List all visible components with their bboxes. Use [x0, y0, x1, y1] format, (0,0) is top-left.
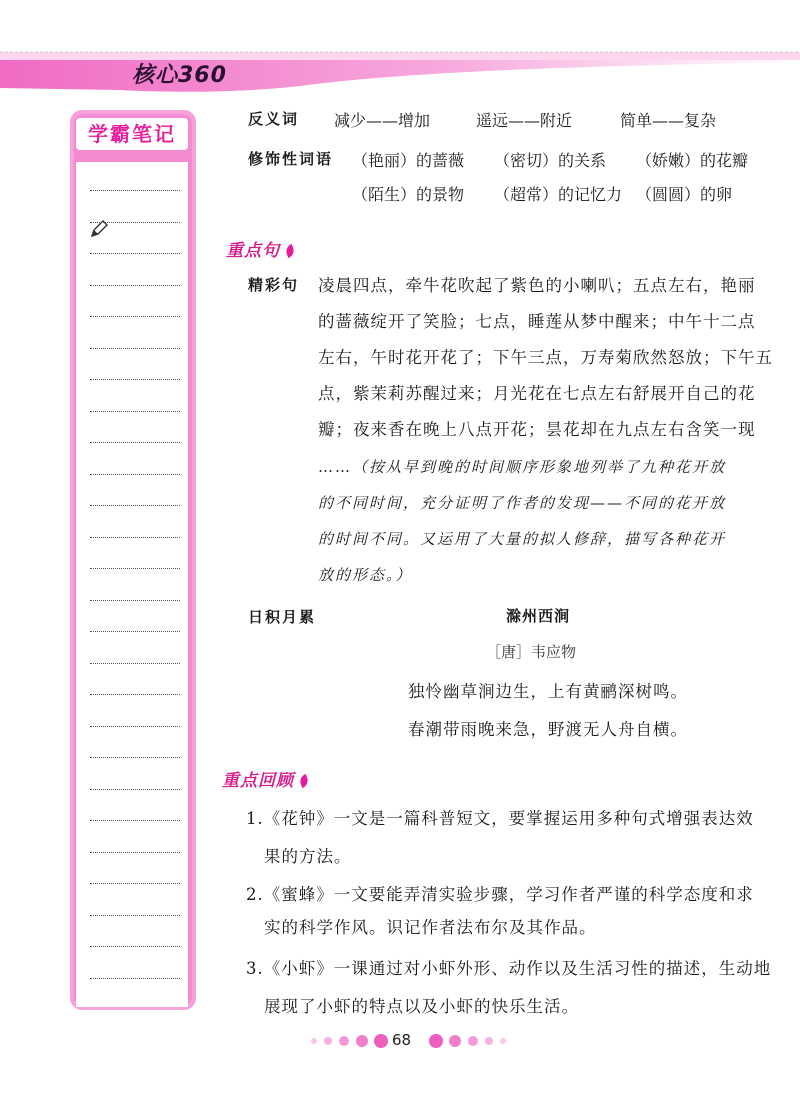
note-line — [90, 663, 180, 664]
antonym-pair: 简单——复杂 — [620, 111, 717, 130]
page-number: 68 — [392, 1031, 412, 1049]
note-line — [90, 946, 180, 947]
note-line — [90, 316, 180, 317]
note-line — [90, 442, 180, 443]
modifier-phrase: （超常）的记忆力 — [494, 185, 623, 204]
poem-title: 滁州西涧 — [506, 607, 571, 625]
review-text-cont: 果的方法。 — [264, 847, 352, 866]
key-sentences-heading-text: 重点句 — [226, 241, 280, 261]
note-line — [90, 978, 180, 979]
note-line — [90, 379, 180, 380]
review-heading-text: 重点回顾 — [222, 771, 294, 791]
key-sentences-label: 精彩句 — [248, 276, 300, 294]
review-text-cont: 实的科学作风。识记作者法布尔及其作品。 — [264, 918, 597, 937]
note-line — [90, 694, 180, 695]
antonym-pair: 减少——增加 — [334, 111, 431, 130]
note-line — [90, 883, 180, 884]
poem-line: 春潮带雨晚来急，野渡无人舟自横。 — [408, 720, 688, 739]
note-line — [90, 568, 180, 569]
note-line — [90, 348, 180, 349]
review-text-cont: 展现了小虾的特点以及小虾的快乐生活。 — [264, 997, 579, 1016]
key-sentences-label-row — [248, 274, 299, 295]
annotation-line: 的不同时间，充分证明了作者的发现——不同的花开放 — [318, 494, 727, 512]
review-heading — [222, 766, 308, 791]
poem-label-row — [248, 606, 316, 627]
note-line — [90, 757, 180, 758]
note-line — [90, 631, 180, 632]
quill-icon — [284, 244, 296, 258]
note-line — [90, 915, 180, 916]
modifier-phrase: （陌生）的景物 — [352, 185, 465, 204]
note-line — [90, 285, 180, 286]
modifier-phrase: （密切）的关系 — [494, 151, 607, 170]
sidebar-title: 学霸笔记 — [76, 118, 188, 150]
poem-author: ［唐］韦应物 — [486, 643, 577, 661]
sentence-line: 瓣；夜来香在晚上八点开花；昙花却在九点左右含笑一现 — [318, 420, 756, 439]
poem-label: 日积月累 — [248, 608, 317, 626]
notes-panel[interactable] — [76, 162, 188, 1007]
note-line — [90, 820, 180, 821]
sentence-line: 左右，午时花开花了；下午三点，万寿菊欣然怒放；下午五 — [318, 348, 773, 367]
antonyms-row — [248, 108, 299, 129]
note-line — [90, 537, 180, 538]
review-number: 2. — [246, 885, 264, 904]
note-line — [90, 726, 180, 727]
review-number: 1. — [246, 809, 264, 828]
review-item-3 — [246, 955, 771, 979]
modifiers-label: 修饰性词语 — [248, 150, 334, 168]
sentence-line: 凌晨四点，牵牛花吹起了紫色的小喇叭；五点左右，艳丽 — [318, 276, 756, 295]
review-text: 《小虾》一课通过对小虾外形、动作以及生活习性的描述，生动地 — [263, 959, 772, 978]
note-line — [90, 789, 180, 790]
annotation-line: 的时间不同。又运用了大量的拟人修辞，描写各种花开 — [318, 530, 727, 548]
modifier-phrase: （艳丽）的蔷薇 — [352, 151, 465, 170]
review-text: 《蜜蜂》一文要能弄清实验步骤，学习作者严谨的科学态度和求 — [263, 885, 754, 904]
note-line — [90, 222, 180, 223]
review-number: 3. — [246, 959, 264, 978]
poem-line: 独怜幽草涧边生，上有黄鹂深树鸣。 — [408, 682, 688, 701]
modifier-phrase: （圆圆）的卵 — [636, 185, 733, 204]
antonyms-label: 反义词 — [248, 110, 300, 128]
note-line — [90, 411, 180, 412]
modifiers-row — [248, 148, 333, 169]
note-line — [90, 600, 180, 601]
review-text: 《花钟》一文是一篇科普短文，要掌握运用多种句式增强表达效 — [263, 809, 754, 828]
note-line — [90, 190, 180, 191]
brand-logo: 核心360 — [132, 63, 227, 88]
sentence-line: 点，紫茉莉苏醒过来；月光花在七点左右舒展开自己的花 — [318, 384, 756, 403]
note-line — [90, 852, 180, 853]
notes-sidebar — [70, 110, 196, 1010]
header-band — [0, 0, 800, 95]
note-line — [90, 253, 180, 254]
modifier-phrase: （娇嫩）的花瓣 — [636, 151, 749, 170]
sentence-line: 的蔷薇绽开了笑脸；七点，睡莲从梦中醒来；中午十二点 — [318, 312, 756, 331]
annotation-line: 放的形态。） — [318, 566, 413, 584]
antonym-pair: 遥远——附近 — [476, 111, 573, 130]
annotation-line: ……（按从早到晚的时间顺序形象地列举了九种花开放 — [318, 458, 727, 476]
quill-icon — [298, 774, 310, 788]
review-item-2 — [246, 881, 754, 905]
review-item-1 — [246, 805, 754, 829]
note-line — [90, 505, 180, 506]
key-sentences-heading — [226, 236, 294, 261]
note-line — [90, 474, 180, 475]
